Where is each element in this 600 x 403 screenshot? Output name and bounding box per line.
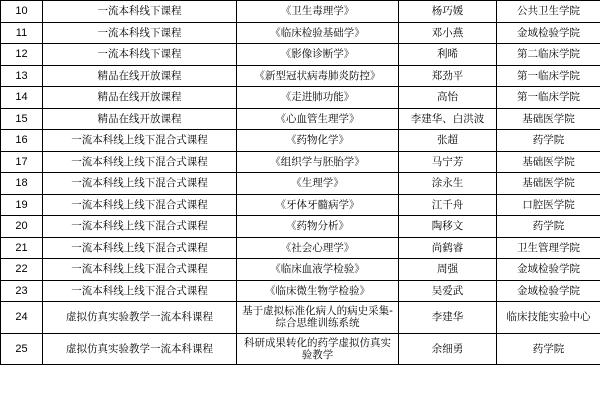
college-cell: 基础医学院 [497, 173, 600, 195]
course-name-cell: 《药物分析》 [237, 216, 399, 238]
teacher-cell: 尚鹤睿 [399, 237, 497, 259]
table-row [1, 216, 600, 238]
table-body [1, 1, 600, 365]
table-row [1, 173, 600, 195]
teacher-cell: 马宁芳 [399, 151, 497, 173]
course-type-cell: 一流本科线上线下混合式课程 [43, 151, 237, 173]
row-number-cell: 22 [1, 259, 43, 281]
course-name-cell: 《药物化学》 [237, 130, 399, 152]
course-name-cell: 《卫生毒理学》 [237, 1, 399, 23]
teacher-cell: 涂永生 [399, 173, 497, 195]
course-name-cell: 《临床血液学检验》 [237, 259, 399, 281]
college-cell: 公共卫生学院 [497, 1, 600, 23]
course-type-cell: 一流本科线上线下混合式课程 [43, 216, 237, 238]
course-type-cell: 一流本科线上线下混合式课程 [43, 130, 237, 152]
course-name-cell: 《走进肺功能》 [237, 87, 399, 109]
course-name-cell: 《临床检验基础学》 [237, 22, 399, 44]
course-type-cell: 一流本科线上线下混合式课程 [43, 173, 237, 195]
row-number-cell: 19 [1, 194, 43, 216]
course-type-cell: 一流本科线上线下混合式课程 [43, 194, 237, 216]
course-name-cell: 《牙体牙髓病学》 [237, 194, 399, 216]
course-name-cell: 《组织学与胚胎学》 [237, 151, 399, 173]
college-cell: 口腔医学院 [497, 194, 600, 216]
table-row [1, 22, 600, 44]
college-cell: 基础医学院 [497, 151, 600, 173]
course-name-cell: 《临床微生物学检验》 [237, 280, 399, 302]
college-cell: 药学院 [497, 333, 600, 365]
college-cell: 第二临床学院 [497, 44, 600, 66]
college-cell: 临床技能实验中心 [497, 302, 600, 334]
course-type-cell: 虚拟仿真实验教学一流本科课程 [43, 333, 237, 365]
college-cell: 药学院 [497, 216, 600, 238]
teacher-cell: 高怡 [399, 87, 497, 109]
teacher-cell: 李建华、白洪波 [399, 108, 497, 130]
teacher-cell: 郑劲平 [399, 65, 497, 87]
college-cell: 金域检验学院 [497, 259, 600, 281]
course-name-cell: 《生理学》 [237, 173, 399, 195]
college-cell: 第一临床学院 [497, 87, 600, 109]
course-name-cell: 科研成果转化的药学虚拟仿真实验教学 [237, 333, 399, 365]
row-number-cell: 24 [1, 302, 43, 334]
teacher-cell: 杨巧媛 [399, 1, 497, 23]
course-type-cell: 一流本科线上线下混合式课程 [43, 259, 237, 281]
row-number-cell: 20 [1, 216, 43, 238]
college-cell: 金域检验学院 [497, 280, 600, 302]
teacher-cell: 利晞 [399, 44, 497, 66]
course-type-cell: 精品在线开放课程 [43, 87, 237, 109]
course-type-cell: 精品在线开放课程 [43, 108, 237, 130]
table-row [1, 44, 600, 66]
course-type-cell: 精品在线开放课程 [43, 65, 237, 87]
row-number-cell: 13 [1, 65, 43, 87]
course-name-cell: 基于虚拟标准化病人的病史采集-综合思维训练系统 [237, 302, 399, 334]
table-row [1, 151, 600, 173]
table-row [1, 237, 600, 259]
course-name-cell: 《新型冠状病毒肺炎防控》 [237, 65, 399, 87]
table-row [1, 280, 600, 302]
table-row [1, 130, 600, 152]
teacher-cell: 张超 [399, 130, 497, 152]
college-cell: 金域检验学院 [497, 22, 600, 44]
row-number-cell: 12 [1, 44, 43, 66]
table-row [1, 302, 600, 334]
row-number-cell: 10 [1, 1, 43, 23]
row-number-cell: 25 [1, 333, 43, 365]
table-row [1, 259, 600, 281]
college-cell: 卫生管理学院 [497, 237, 600, 259]
college-cell: 基础医学院 [497, 108, 600, 130]
table-row [1, 87, 600, 109]
course-name-cell: 《心血管生理学》 [237, 108, 399, 130]
course-type-cell: 虚拟仿真实验教学一流本科课程 [43, 302, 237, 334]
row-number-cell: 21 [1, 237, 43, 259]
row-number-cell: 18 [1, 173, 43, 195]
row-number-cell: 23 [1, 280, 43, 302]
table-row [1, 1, 600, 23]
course-type-cell: 一流本科线上线下混合式课程 [43, 237, 237, 259]
course-type-cell: 一流本科线下课程 [43, 44, 237, 66]
teacher-cell: 李建华 [399, 302, 497, 334]
course-name-cell: 《社会心理学》 [237, 237, 399, 259]
college-cell: 第一临床学院 [497, 65, 600, 87]
table-row [1, 65, 600, 87]
table-row [1, 333, 600, 365]
teacher-cell: 邓小燕 [399, 22, 497, 44]
teacher-cell: 吴爱武 [399, 280, 497, 302]
course-name-cell: 《影像诊断学》 [237, 44, 399, 66]
row-number-cell: 14 [1, 87, 43, 109]
course-type-cell: 一流本科线上线下混合式课程 [43, 280, 237, 302]
row-number-cell: 17 [1, 151, 43, 173]
table-row [1, 194, 600, 216]
teacher-cell: 余细勇 [399, 333, 497, 365]
row-number-cell: 11 [1, 22, 43, 44]
college-cell: 药学院 [497, 130, 600, 152]
teacher-cell: 江千舟 [399, 194, 497, 216]
row-number-cell: 15 [1, 108, 43, 130]
row-number-cell: 16 [1, 130, 43, 152]
course-type-cell: 一流本科线下课程 [43, 22, 237, 44]
teacher-cell: 陶移文 [399, 216, 497, 238]
course-type-cell: 一流本科线下课程 [43, 1, 237, 23]
teacher-cell: 周强 [399, 259, 497, 281]
table-row [1, 108, 600, 130]
